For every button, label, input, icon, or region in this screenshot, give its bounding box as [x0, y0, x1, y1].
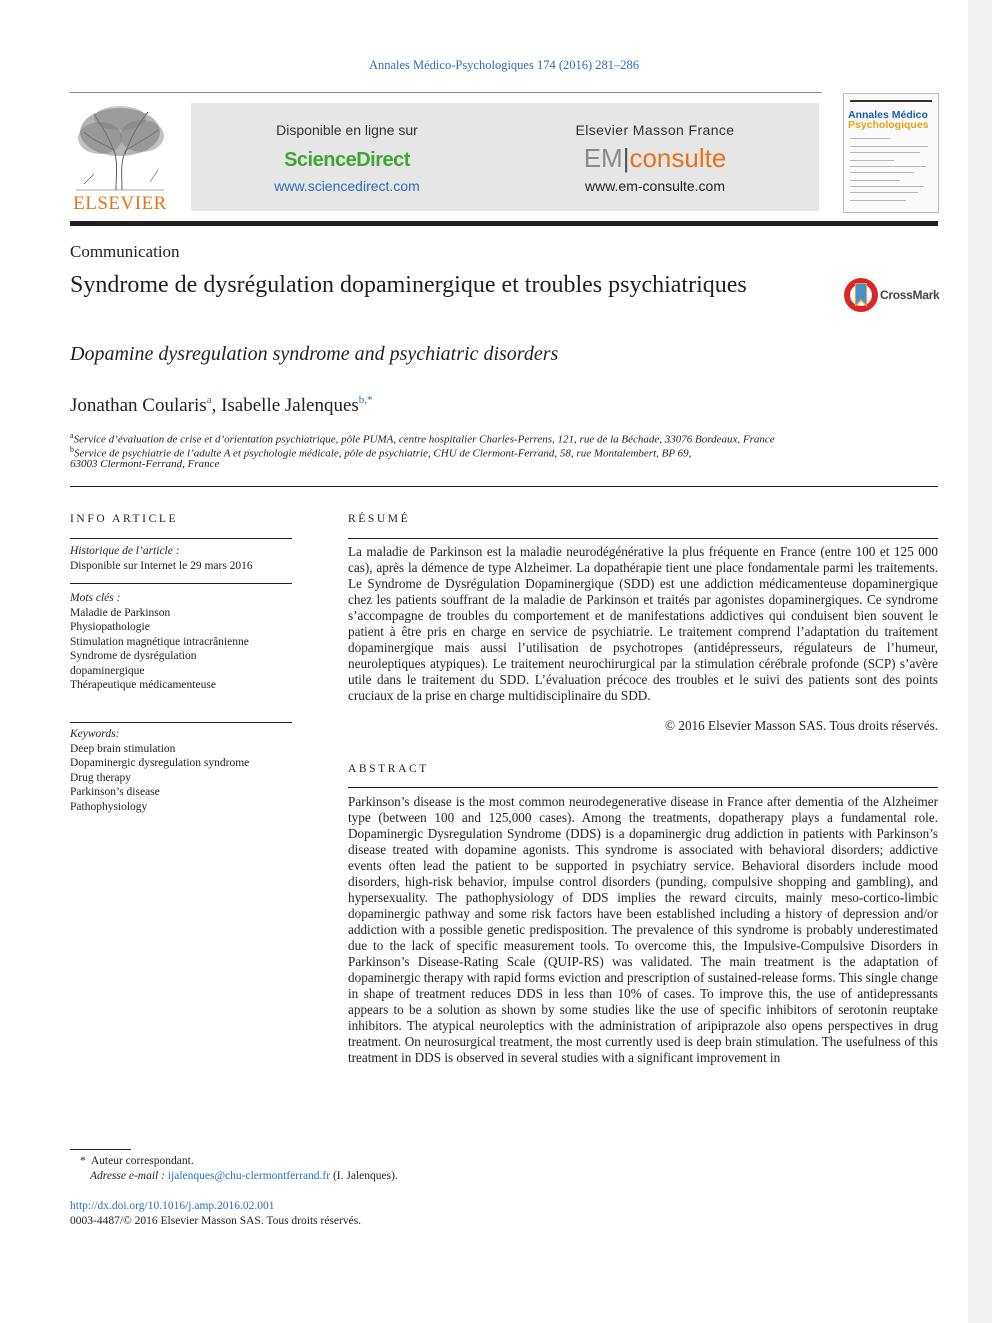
- footnote-rule: [70, 1149, 131, 1150]
- journal-cover-thumbnail[interactable]: [843, 93, 939, 213]
- em-logo-consulte: consulte: [629, 143, 727, 173]
- author-name[interactable]: Isabelle Jalenques: [221, 395, 359, 416]
- keyword-item: Pathophysiology: [70, 800, 148, 813]
- em-logo-em: EM: [583, 143, 623, 173]
- history-label: Historique de l’article :: [70, 545, 180, 557]
- article-section-label: Communication: [70, 242, 180, 261]
- footnote-star: *: [80, 1155, 86, 1167]
- abstract-divider: [348, 787, 938, 788]
- article-title-french: Syndrome de dysrégulation dopaminergique et troubles psychiatriques: [70, 272, 747, 298]
- keyword-item: Dopaminergic dysregulation syndrome: [70, 757, 250, 769]
- keyword-item: Physiopathologie: [70, 621, 150, 633]
- crossmark-label[interactable]: CrossMark: [880, 288, 940, 302]
- keyword-item: Drug therapy: [70, 771, 131, 784]
- abstract-heading: ABSTRACT: [348, 763, 429, 775]
- keyword-item: Maladie de Parkinson: [70, 606, 171, 619]
- keyword-item: dopaminergique: [70, 664, 145, 677]
- em-consulte-link[interactable]: www.em-consulte.com: [584, 178, 726, 194]
- article-title-english: Dopamine dysregulation syndrome and psychiatric disorders: [70, 343, 559, 365]
- email-link[interactable]: ijalenques@chu-clermontferrand.fr: [167, 1170, 331, 1182]
- affiliation-label: a: [70, 431, 74, 440]
- journal-reference[interactable]: Annales Médico-Psychologiques 174 (2016) 281–286: [368, 58, 640, 72]
- keywords-en-label: Keywords:: [70, 728, 120, 740]
- keywords-french: [70, 591, 292, 693]
- email-footnote: [90, 1169, 398, 1184]
- resume-heading: RÉSUMÉ: [348, 513, 411, 525]
- affiliation-marker[interactable]: a: [206, 394, 212, 406]
- sciencedirect-logo: ScienceDirect: [284, 149, 410, 171]
- resume-copyright: © 2016 Elsevier Masson SAS. Tous droits réservés.: [665, 718, 938, 733]
- author-name[interactable]: Jonathan Coularis: [70, 395, 207, 416]
- sciencedirect-link[interactable]: www.sciencedirect.com: [274, 178, 420, 194]
- article-history: [70, 544, 292, 573]
- info-article-heading: INFO ARTICLE: [70, 513, 179, 525]
- affiliation-divider: [70, 486, 938, 487]
- keywords-fr-label: Mots clés :: [70, 592, 121, 604]
- keyword-item: Thérapeutique médicamenteuse: [70, 679, 216, 691]
- cover-title: [848, 110, 934, 130]
- info-divider: [70, 538, 292, 539]
- keywords-english: [70, 727, 292, 814]
- email-label: Adresse e-mail :: [90, 1170, 165, 1182]
- page-edge-strip: [968, 0, 992, 1323]
- available-online-label: Disponible en ligne sur: [276, 122, 418, 138]
- doi-link[interactable]: http://dx.doi.org/10.1016/j.amp.2016.02.001: [70, 1200, 275, 1212]
- keyword-item: Parkinson’s disease: [70, 786, 160, 798]
- affiliation-label: b: [70, 445, 74, 454]
- email-owner: (I. Jalenques).: [332, 1170, 398, 1182]
- history-value: Disponible sur Internet le 29 mars 2016: [70, 559, 253, 572]
- affiliation-text: Service d’évaluation de crise et d’orientation psychiatrique, pôle PUMA, centre hospitalier Charles-Perrens, 121, rue de la Béchade, 33076 Bordeaux, France: [73, 433, 775, 446]
- abstract-text: Parkinson’s disease is the most common neurodegenerative disease in France after dementia of the Alzheimer type (between 100 and 125,000 cases). Among the treatments, dopatherapy plays a fundamental role. Dopaminergic Dysregulation Syndrome (DDS) is a dopaminergic drug addiction in patients with Parkinson’s disease treated with dopamine agonists. This syndrome is associated with behavioral disorders; addictive events often lead the patient to be supported in psychiatry service. Behavioral disorders include mood disorders, high-risk behavior, impulse control disorders (punding, compulsive shopping and gambling), and hypersexuality. The pathophysiology of DDS implies the reward circuits, mainly meso-cortico-limbic dopaminergic pathway and some risk factors have been established including a history of depression and/or addiction with a possible genetic predisposition. The prevalence of this syndrome is probably underestimated due to the lack of specific measurement tools. To overcome this, the Impulsive-Compulsive Disorders in Parkinson’s Disease-Rating Scale (QUIP-RS) was validated. The main treatment is the adaptation of dopaminergic therapy with rapid forms eviction and prescription of sustained-release forms. This single change in shape of treatment reduces DDS in less than 10% of cases. To improve this, the use of antidepressants appears to be a solution as shown by some studies like the use of specific inhibitors of serotonin reuptake inhibitors. The atypical neuroleptics with the administration of aripiprazole also opens perspectives in drug treatment. On neurosurgical treatment, the most currently used is deep brain stimulation. The usefulness of this treatment in DDS is observed in several studies with a significant improvement in: [348, 794, 938, 1065]
- keywords-divider: [70, 722, 292, 723]
- corresponding-author-note: [80, 1154, 194, 1169]
- cover-title-line1: Annales Médico: [848, 109, 928, 121]
- affiliation-marker[interactable]: b,*: [358, 394, 373, 406]
- history-divider: [70, 583, 292, 584]
- cover-title-line2: Psychologiques: [848, 119, 929, 131]
- affiliation-text: Service de psychiatrie de l’adulte A et psychologie médicale, pôle de psychiatrie, CHU de Clermont-Ferrand, 58, rue Montalembert, BP 69,: [74, 447, 692, 460]
- keyword-item: Syndrome de dysrégulation: [70, 650, 197, 662]
- resume-divider: [348, 538, 938, 539]
- elsevier-wordmark: ELSEVIER: [73, 193, 167, 214]
- author-separator: ,: [211, 395, 222, 416]
- author-list: [70, 394, 373, 417]
- keyword-item: Stimulation magnétique intracrânienne: [70, 635, 249, 648]
- issn-copyright: 0003-4487/© 2016 Elsevier Masson SAS. Tous droits réservés.: [70, 1215, 362, 1227]
- keyword-item: Deep brain stimulation: [70, 742, 176, 755]
- elsevier-masson-label: Elsevier Masson France: [575, 122, 735, 138]
- header-top-rule: [70, 92, 822, 93]
- em-consulte-logo: EM|consulte: [583, 143, 727, 173]
- affiliation-b-line2: 63003 Clermont-Ferrand, France: [70, 458, 220, 470]
- resume-text: La maladie de Parkinson est la maladie neurodégénérative la plus fréquente en France (entre 100 et 125 000 cas), après la démence de type Alzheimer. La dopathérapie tient une place fondamentale parmi les traitements. Le Syndrome de Dysrégulation Dopaminergique (SDD) est une addiction médicamenteuse dopaminergique chez les patients souffrant de la maladie de Parkinson et traités par agonistes dopaminergiques. Ce syndrome s’accompagne de troubles du comportement et de manifestations addictives qui conduisent bien souvent le patient à être pris en charge en service de psychiatrie. Le traitement comprend l’adaptation du traitement dopaminergique mais aussi l’utilisation de psychotropes (antidépresseurs, régulateurs de l’humeur, neuroleptiques atypiques). Le traitement neurochirurgical par la stimulation cérébrale profonde (SCP) s’avère utile dans le traitement du SDD. L’évaluation précoce des troubles et le suivi des patients sont des points cruciaux de la prise en charge multidisciplinaire du SDD.: [348, 544, 938, 703]
- header-thick-rule: [70, 221, 938, 226]
- corresponding-author-text: Auteur correspondant.: [90, 1155, 194, 1167]
